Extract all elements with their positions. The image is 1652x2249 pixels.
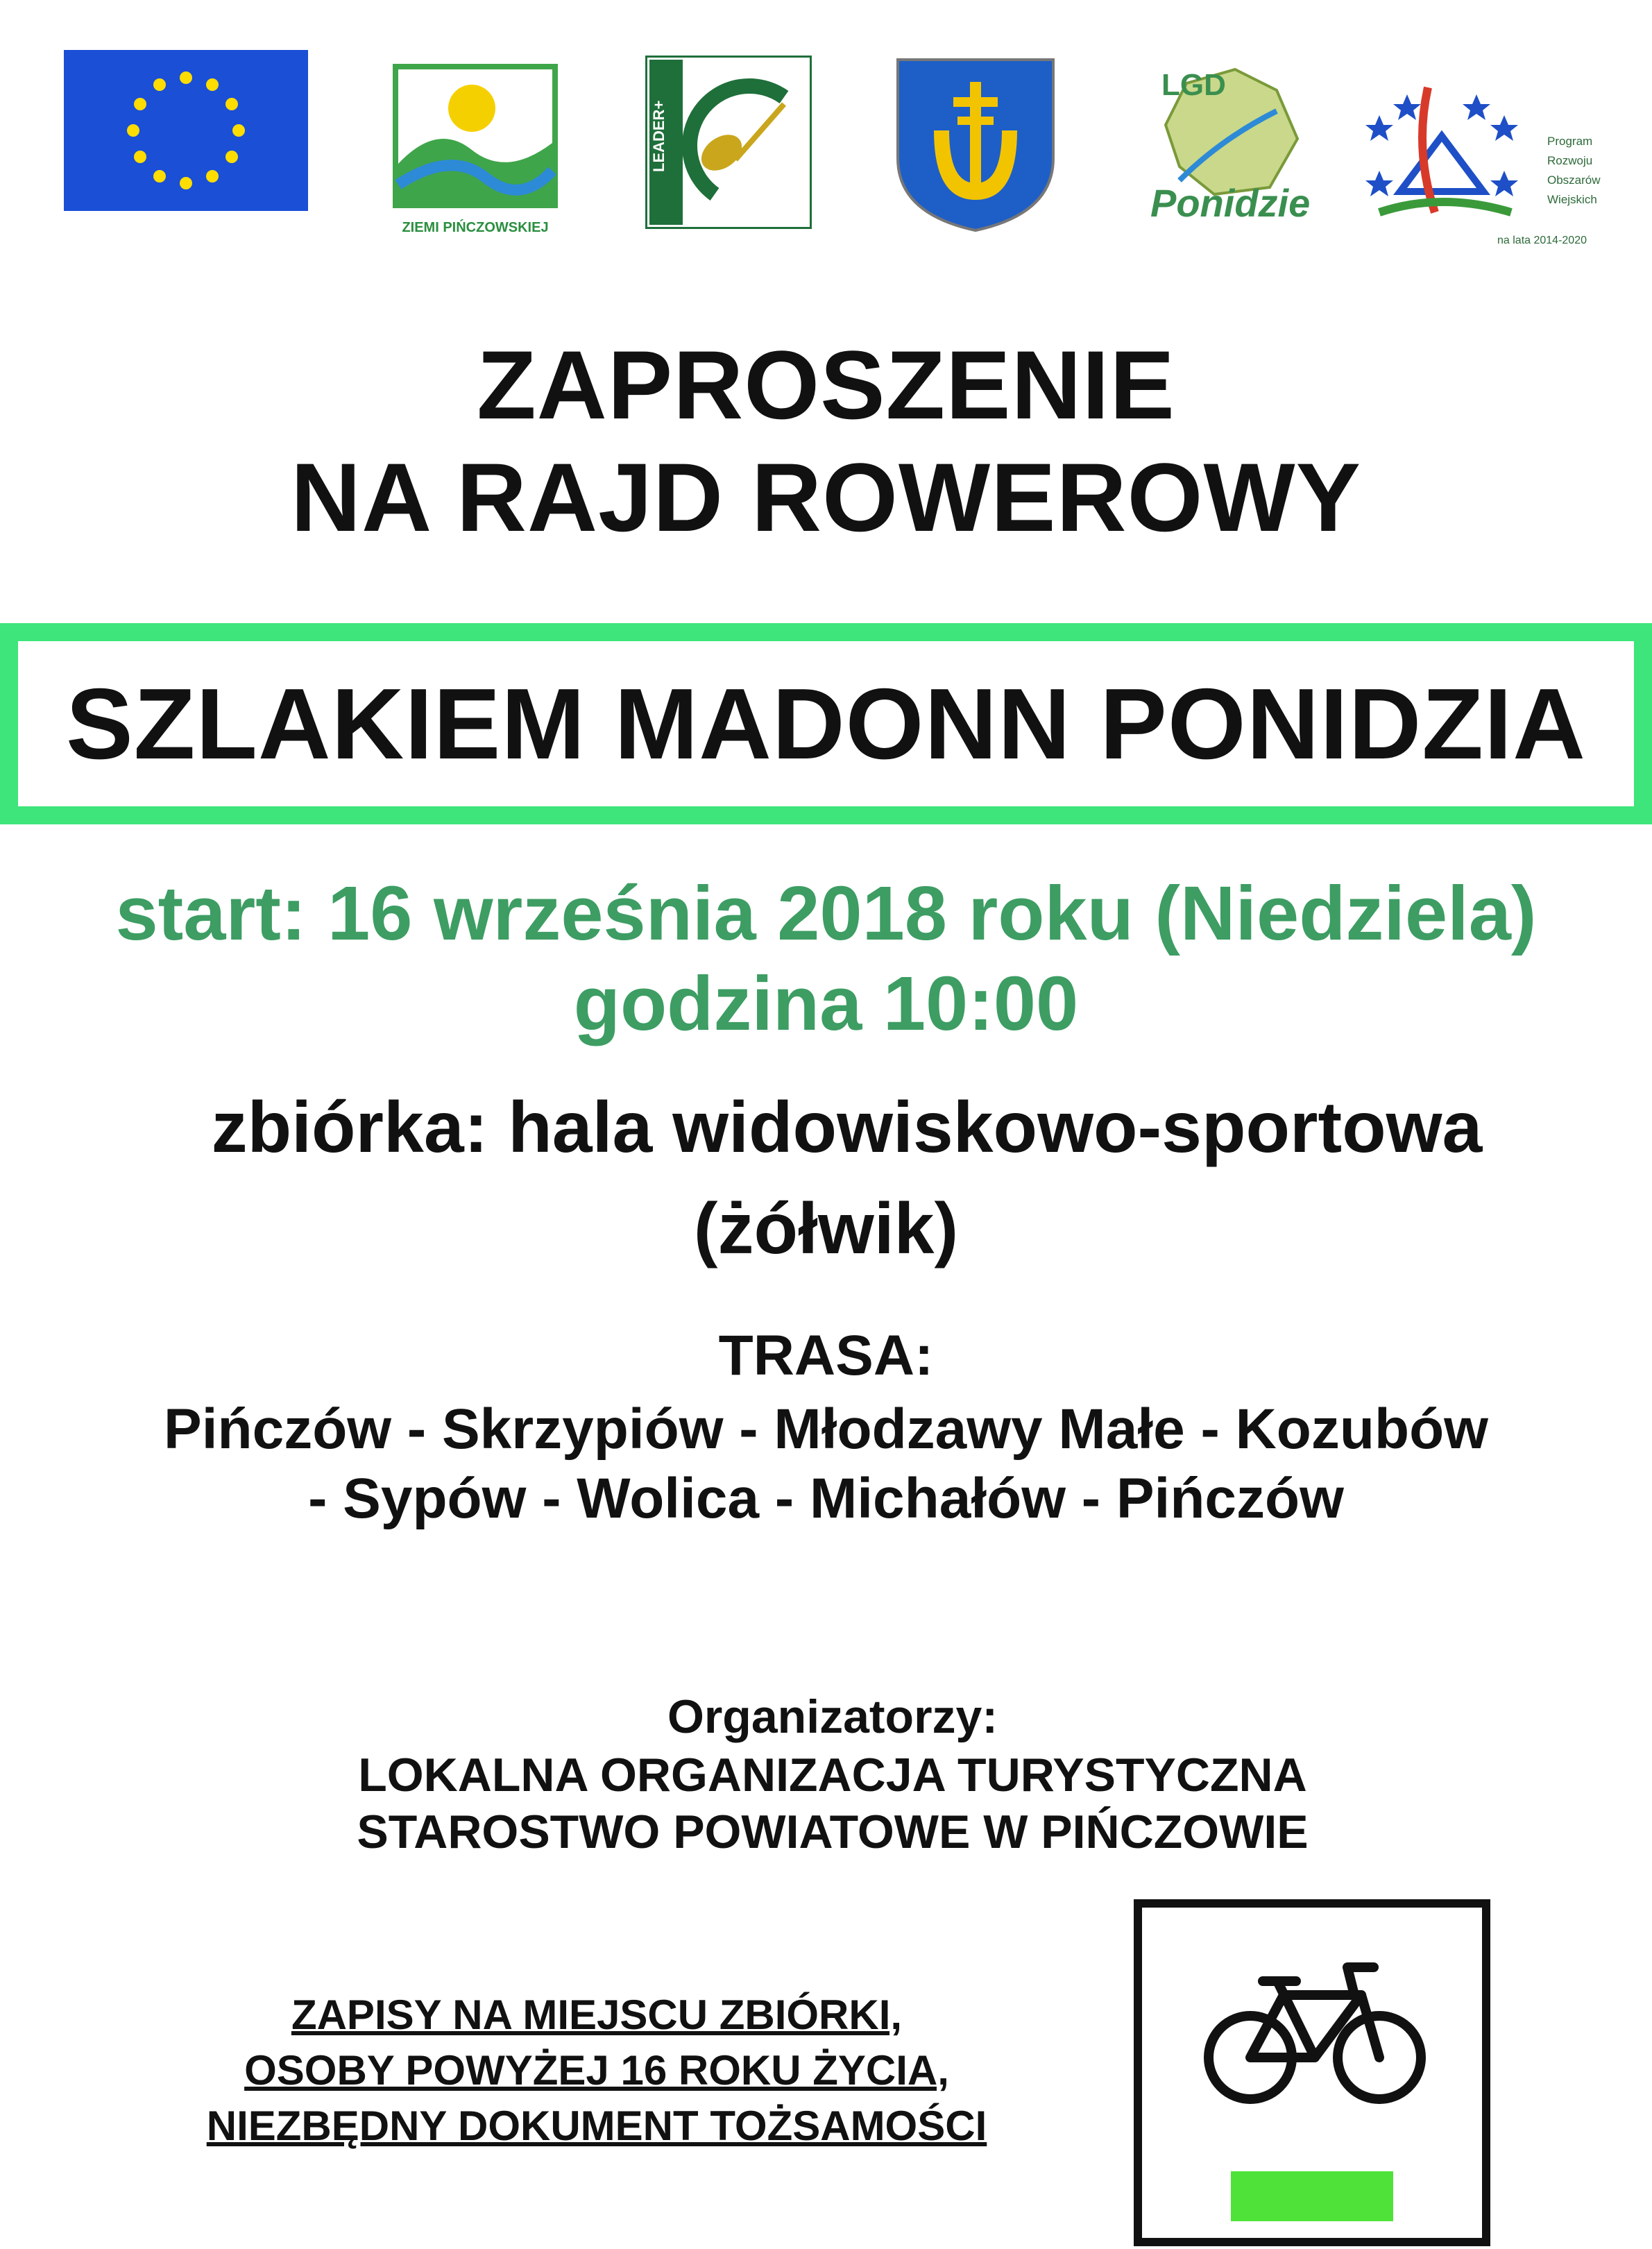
meeting-point: zbiórka: hala widowiskowo-sportowa [211,1087,1483,1168]
route-line-2: - Sypów - Wolica - Michałów - Pińczów [308,1467,1344,1530]
prow-line-2: Rozwoju [1547,154,1593,167]
trail-name: SZLAKIEM MADONN PONIDZIA [66,667,1586,780]
leader-logo [645,56,812,229]
lgd-logo-bottom: Ponidzie [1150,181,1311,225]
route-line-1: Pińczów - Skrzypiów - Młodzawy Małe - Kozubów [164,1398,1488,1461]
leader-plus-icon [645,56,812,229]
eu-flag-logo [64,50,308,211]
registration-line-3: NIEZBĘDNY DOKUMENT TOŻSAMOŚCI [206,2103,987,2149]
bicycle-icon [1200,1946,1429,2113]
registration-line-1: ZAPISY NA MIEJSCU ZBIÓRKI, [291,1992,903,2038]
start-date: start: 16 września 2018 roku (Niedziela) [115,871,1537,956]
trail-name-frame [0,623,1652,824]
meeting-point-nickname: (żółwik) [693,1189,959,1269]
coat-of-arms-icon [892,54,1059,235]
lot-ziemi-pinczowskiej-logo [389,60,562,240]
lgd-ponidzie-logo [1138,56,1311,236]
start-time: godzina 10:00 [573,961,1079,1046]
landscape-logo-icon [389,60,562,212]
organizer-2: STAROSTWO POWIATOWE W PIŃCZOWIE [357,1806,1309,1858]
route-label: TRASA: [718,1324,934,1387]
coat-of-arms-logo [892,54,1059,235]
prow-line-1: Program [1547,135,1593,148]
prow-line-4: Wiejskich [1547,193,1597,206]
registration-line-2: OSOBY POWYŻEJ 16 ROKU ŻYCIA, [244,2047,949,2094]
title-line-1: ZAPROSZENIE [477,330,1175,439]
organizers-label: Organizatorzy: [667,1690,998,1743]
lot-logo-caption: ZIEMI PIŃCZOWSKIEJ [402,220,549,235]
bicycle-trail-sign [1134,1899,1490,2246]
prow-years: na lata 2014-2020 [1497,235,1587,246]
green-trail-marker [1231,2171,1393,2221]
leader-logo-text: LEADER+ [650,100,667,172]
organizer-1: LOKALNA ORGANIZACJA TURYSTYCZNA [358,1749,1307,1801]
lgd-logo-top: LGD [1161,68,1226,102]
prow-line-3: Obszarów [1547,173,1601,187]
title-line-2: NA RAJD ROWEROWY [290,443,1361,552]
eu-flag-icon [64,50,308,211]
prow-logo [1352,74,1629,254]
prow-emblem-icon [1352,74,1532,233]
